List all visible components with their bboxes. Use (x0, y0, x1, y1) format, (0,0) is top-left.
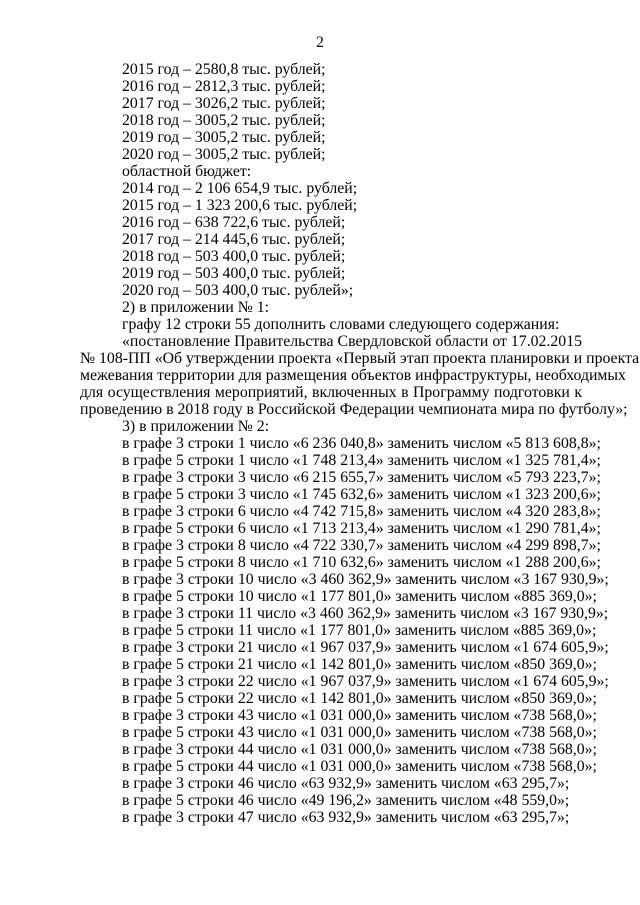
replacement-line: в графе 5 строки 44 число «1 031 000,0» заменить числом «738 568,0»; (122, 758, 597, 775)
document-body (80, 61, 640, 826)
budget-line: 2020 год – 503 400,0 тыс. рублей»; (122, 282, 354, 299)
budget-line: 2018 год – 3005,2 тыс. рублей; (122, 112, 326, 129)
replacement-line: в графе 3 строки 3 число «6 215 655,7» заменить числом «5 793 223,7»; (122, 469, 601, 486)
replacement-line: в графе 3 строки 47 число «63 932,9» заменить числом «63 295,7»; (122, 809, 570, 826)
replacement-line: в графе 3 строки 22 число «1 967 037,9» заменить числом «1 674 605,9»; (122, 673, 609, 690)
replacement-line: в графе 5 строки 11 число «1 177 801,0» заменить числом «885 369,0»; (122, 622, 597, 639)
replacement-line: в графе 5 строки 3 число «1 745 632,6» заменить числом «1 323 200,6»; (122, 486, 601, 503)
budget-line: 2016 год – 638 722,6 тыс. рублей; (122, 214, 346, 231)
replacement-line: в графе 3 строки 43 число «1 031 000,0» заменить числом «738 568,0»; (122, 707, 597, 724)
replacement-line: в графе 3 строки 1 число «6 236 040,8» заменить числом «5 813 608,8»; (122, 435, 601, 452)
budget-line: 2020 год – 3005,2 тыс. рублей; (122, 146, 326, 163)
quote-line: для осуществления мероприятий, включенных в Программу подготовки к (80, 384, 582, 401)
replacement-line: в графе 3 строки 10 число «3 460 362,9» заменить числом «3 167 930,9»; (122, 571, 609, 588)
budget-line: 2016 год – 2812,3 тыс. рублей; (122, 78, 326, 95)
item2-heading: 2) в приложении № 1: (122, 299, 270, 316)
replacement-line: в графе 3 строки 21 число «1 967 037,9» заменить числом «1 674 605,9»; (122, 639, 609, 656)
budget-line: 2018 год – 503 400,0 тыс. рублей; (122, 248, 346, 265)
replacement-line: в графе 3 строки 44 число «1 031 000,0» заменить числом «738 568,0»; (122, 741, 597, 758)
item2-quote-paragraph (80, 333, 640, 418)
replacement-line: в графе 5 строки 22 число «1 142 801,0» заменить числом «850 369,0»; (122, 690, 597, 707)
replacement-line: в графе 5 строки 21 число «1 142 801,0» заменить числом «850 369,0»; (122, 656, 597, 673)
replacement-line: в графе 3 строки 8 число «4 722 330,7» заменить числом «4 299 898,7»; (122, 537, 601, 554)
regional-budget-heading: областной бюджет: (122, 163, 252, 180)
replacement-line: в графе 3 строки 11 число «3 460 362,9» заменить числом «3 167 930,9»; (122, 605, 609, 622)
replacement-line: в графе 5 строки 6 число «1 713 213,4» заменить числом «1 290 781,4»; (122, 520, 601, 537)
quote-line: № 108-ПП «Об утверждении проекта «Первый этап проекта планировки и проекта (80, 350, 640, 367)
federal-budget-list (80, 61, 582, 163)
quote-line: проведению в 2018 году в Российской Федерации чемпионата мира по футболу»; (80, 401, 628, 418)
regional-budget-list (80, 180, 582, 299)
replacement-line: в графе 5 строки 46 число «49 196,2» заменить числом «48 559,0»; (122, 792, 570, 809)
budget-line: 2015 год – 2580,8 тыс. рублей; (122, 61, 326, 78)
quote-line: «постановление Правительства Свердловской области от 17.02.2015 (122, 333, 582, 350)
budget-line: 2015 год – 1 323 200,6 тыс. рублей; (122, 197, 358, 214)
page-number: 2 (316, 34, 324, 51)
replacement-line: в графе 3 строки 6 число «4 742 715,8» заменить числом «4 320 283,8»; (122, 503, 601, 520)
budget-line: 2014 год – 2 106 654,9 тыс. рублей; (122, 180, 358, 197)
replacement-line: в графе 5 строки 10 число «1 177 801,0» заменить числом «885 369,0»; (122, 588, 597, 605)
budget-line: 2019 год – 503 400,0 тыс. рублей; (122, 265, 346, 282)
replacement-line: в графе 5 строки 8 число «1 710 632,6» заменить числом «1 288 200,6»; (122, 554, 601, 571)
replacement-line: в графе 5 строки 1 число «1 748 213,4» заменить числом «1 325 781,4»; (122, 452, 601, 469)
budget-line: 2019 год – 3005,2 тыс. рублей; (122, 129, 326, 146)
item3-heading: 3) в приложении № 2: (122, 418, 270, 435)
replacement-line: в графе 3 строки 46 число «63 932,9» заменить числом «63 295,7»; (122, 775, 570, 792)
budget-line: 2017 год – 214 445,6 тыс. рублей; (122, 231, 346, 248)
quote-line: межевания территории для размещения объектов инфраструктуры, необходимых (80, 367, 626, 384)
replacement-line: в графе 5 строки 43 число «1 031 000,0» заменить числом «738 568,0»; (122, 724, 597, 741)
budget-line: 2017 год – 3026,2 тыс. рублей; (122, 95, 326, 112)
item2-instruction: графу 12 строки 55 дополнить словами следующего содержания: (122, 316, 560, 333)
item3-list (80, 435, 609, 826)
